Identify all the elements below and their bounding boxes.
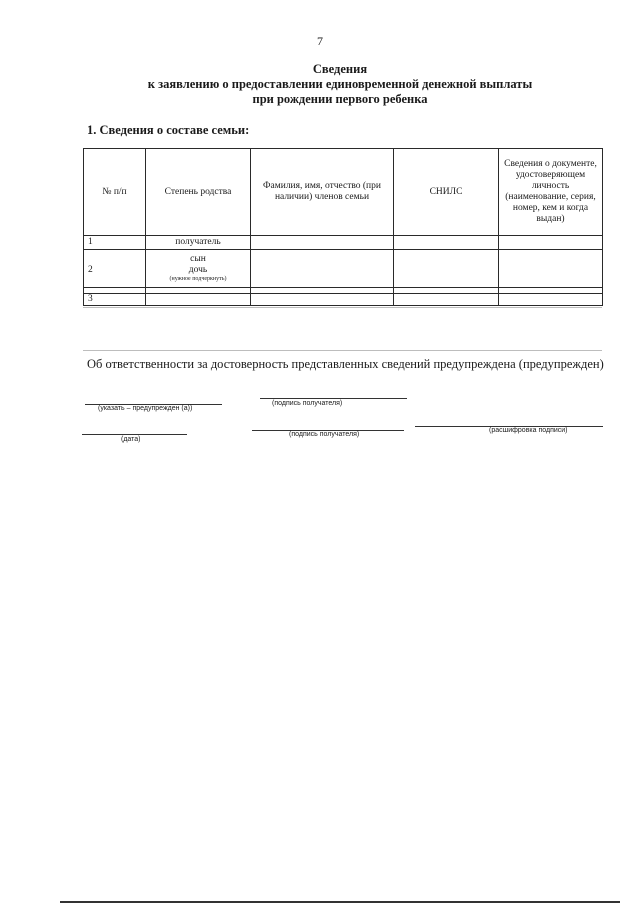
page-number: 7 (317, 34, 323, 48)
relation-daughter: дочь (188, 265, 208, 275)
header-number: № п/п (84, 149, 146, 236)
row-snils-cell[interactable] (394, 250, 499, 288)
header-full-name: Фамилия, имя, отчество (при наличии) членов семьи (251, 149, 394, 236)
row-id-document-cell[interactable] (499, 236, 603, 250)
scan-edge (60, 901, 620, 903)
table-row (84, 294, 603, 306)
recipient-signature-caption-1: (подпись получателя) (272, 400, 343, 407)
row-number: 1 (84, 236, 146, 250)
title-line-2: к заявлению о предоставлении единовременной денежной выплаты (147, 77, 533, 91)
liability-warning: Об ответственности за достоверность представленных сведений предупреждена (предупрежден) (87, 357, 604, 371)
table-header-row (84, 149, 603, 236)
faint-rule (83, 307, 602, 308)
row-full-name-cell[interactable] (251, 294, 394, 306)
title-line-1: Сведения (312, 62, 368, 76)
recipient-signature-caption-2: (подпись получателя) (289, 431, 360, 438)
table-row (84, 236, 603, 250)
recipient-signature-line-1[interactable] (260, 398, 407, 399)
row-relation: получатель (146, 236, 251, 250)
row-number: 3 (84, 294, 146, 306)
row-number: 2 (84, 250, 146, 288)
row-relation-cell[interactable] (146, 294, 251, 306)
header-id-document: Сведения о документе, удостоверяющем личность (наименование, серия, номер, кем и когда выдан) (499, 149, 603, 236)
date-line[interactable] (82, 434, 187, 435)
relation-note: (нужное подчеркнуть) (169, 276, 227, 282)
row-snils-cell[interactable] (394, 236, 499, 250)
section-heading: 1. Сведения о составе семьи: (87, 123, 250, 137)
table-row (84, 250, 603, 288)
family-table (83, 148, 603, 306)
row-snils-cell[interactable] (394, 294, 499, 306)
date-caption: (дата) (121, 436, 141, 443)
relation-son: сын (190, 254, 206, 264)
header-relation: Степень родства (146, 149, 251, 236)
row-relation (146, 250, 251, 288)
row-id-document-cell[interactable] (499, 250, 603, 288)
row-full-name-cell[interactable] (251, 236, 394, 250)
faint-rule (83, 350, 602, 351)
title-line-3: при рождении первого ребенка (252, 92, 428, 106)
row-full-name-cell[interactable] (251, 250, 394, 288)
header-snils: СНИЛС (394, 149, 499, 236)
specify-warned-caption: (указать – предупрежден (а)) (98, 405, 193, 412)
signature-decoding-caption: (расшифровка подписи) (489, 427, 568, 434)
row-id-document-cell[interactable] (499, 294, 603, 306)
